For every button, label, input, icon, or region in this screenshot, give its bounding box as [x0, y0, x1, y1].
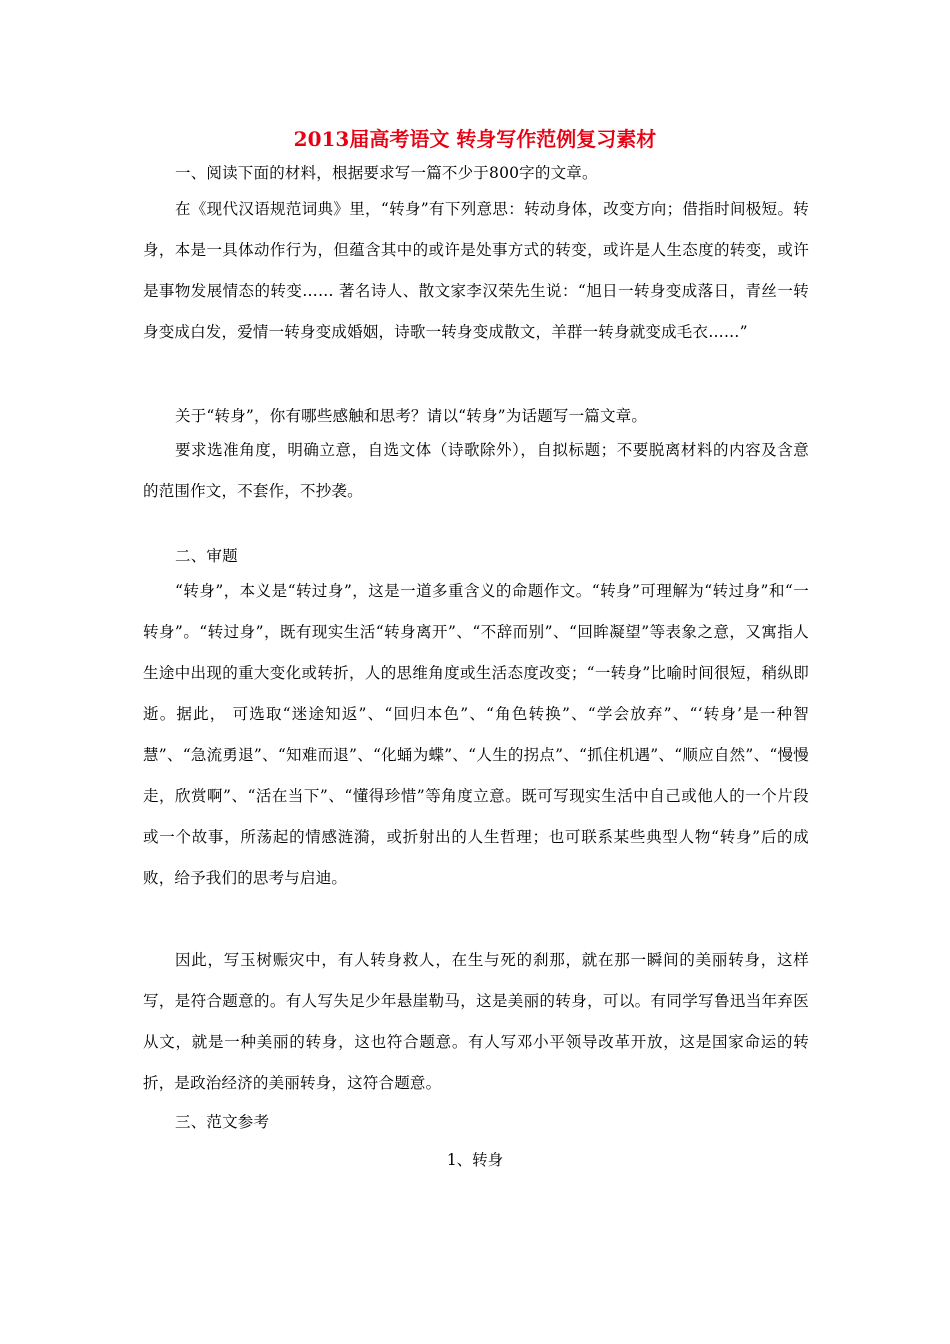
section2-heading: 二、审题	[175, 547, 238, 565]
section3-heading: 三、范文参考	[175, 1113, 270, 1131]
section2-paragraph-1: “转身”，本义是“转过身”，这是一道多重含义的命题作文。“转身”可理解为“转过身”和“一转身”。“转过身”，既有现实生活“转身离开”、“不辞而别”、“回眸凝望”等表象之意，又寓指人生途中出现的重大变化或转折，人的思维角度或生活态度改变；“一转身”比喻时间很短，稍纵即逝。据此， 可选取“迷途知返”、“回归本色”、“角色转换”、“学会放弃”、“‘转身’是一种智慧”、“急流勇退”、“知难而退”、“化蛹为蝶”、“人生的拐点”、“抓住机遇”、“顺应自然”、“慢慢走，欣赏啊”、“活在当下”、“懂得珍惜”等角度立意。既可写现实生活中自己或他人的一个片段或一个故事，所荡起的情感涟漪，或折射出的人生哲理；也可联系某些典型人物“转身”后的成败，给予我们的思考与启迪。	[143, 582, 809, 887]
section2-paragraph-2: 因此，写玉树赈灾中，有人转身救人，在生与死的刹那，就在那一瞬间的美丽转身，这样写，是符合题意的。有人写失足少年悬崖勒马，这是美丽的转身，可以。有同学写鲁迅当年弃医从文，就是一种美丽的转身，这也符合题意。有人写邓小平领导改革开放，这是国家命运的转折，是政治经济的美丽转身，这符合题意。	[143, 951, 809, 1092]
section1-heading: 一、阅读下面的材料，根据要求写一篇不少于800字的文章。	[175, 164, 598, 182]
document-title: 2013届高考语文 转身写作范例复习素材	[293, 127, 657, 151]
essay-subheading: 1、转身	[446, 1151, 504, 1169]
section1-paragraph-1: 在《现代汉语规范词典》里，“转身”有下列意思：转动身体，改变方向；借指时间极短。转身，本是一具体动作行为，但蕴含其中的或许是处事方式的转变，或许是人生态度的转变，或许是事物发展情态的转变…… 著名诗人、散文家李汉荣先生说：“旭日一转身变成落日，青丝一转身变成白发，爱情一转身变成婚姻，诗歌一转身变成散文，羊群一转身就变成毛衣……”	[143, 200, 809, 341]
section1-paragraph-2: 关于“转身”，你有哪些感触和思考？请以“转身”为话题写一篇文章。	[175, 407, 648, 425]
section1-paragraph-3: 要求选准角度，明确立意，自选文体（诗歌除外），自拟标题；不要脱离材料的内容及含意的范围作文，不套作，不抄袭。	[143, 441, 809, 500]
